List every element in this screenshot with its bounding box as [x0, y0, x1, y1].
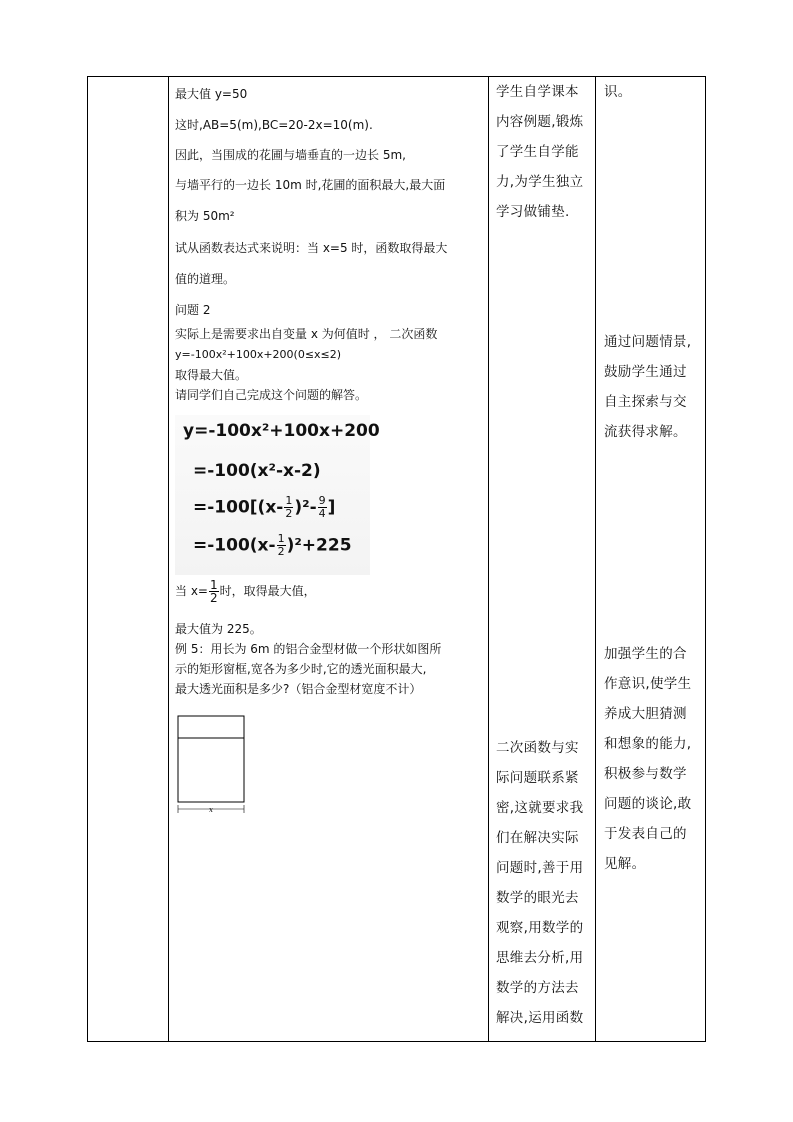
- math-text: =-100(x-: [193, 535, 276, 556]
- text-line: 际问题联系紧: [496, 770, 579, 786]
- text-line: 问题的谈论,敢: [604, 796, 692, 812]
- text-line: 和想象的能力,: [604, 736, 692, 752]
- text-line: 思维去分析,用: [496, 950, 584, 966]
- dimension-label: x: [209, 806, 213, 814]
- text-line: 问题 2: [175, 303, 211, 317]
- text-line: 见解。: [604, 856, 646, 872]
- text-line: 密,这就要求我: [496, 800, 584, 816]
- text-line: 解决,运用函数: [496, 1010, 584, 1026]
- math-line: y=-100x²+100x+200: [183, 421, 380, 441]
- intent-top-text: [496, 77, 583, 227]
- text-line: 加强学生的合: [604, 646, 687, 662]
- text-line: 示的矩形窗框,宽各为多少时,它的透光面积最大,: [175, 662, 427, 676]
- intent-bottom-text: [496, 733, 583, 1033]
- text-line: 例 5：用长为 6m 的铝合金型材做一个形状如图所: [175, 642, 442, 656]
- fraction-numerator: 1: [277, 532, 285, 545]
- text-line: 鼓励学生通过: [604, 364, 687, 380]
- text-line: 观察,用数学的: [496, 920, 584, 936]
- text-line: 二次函数与实: [496, 740, 579, 756]
- notes-bottom-text: [604, 639, 691, 879]
- fraction-denominator: 4: [318, 507, 326, 520]
- text-line: 问题时,善于用: [496, 860, 584, 876]
- text-line: 自主探索与交: [604, 394, 687, 410]
- text-line: 了学生自学能: [496, 144, 579, 160]
- math-text: )²+225: [286, 535, 352, 556]
- text-line: 识。: [604, 84, 632, 100]
- fraction-numerator: 1: [209, 578, 218, 592]
- fraction: [277, 533, 286, 558]
- text-line: 内容例题,锻炼: [496, 114, 584, 130]
- text-line: 力,为学生独立: [496, 174, 584, 190]
- text-line: 取得最大值。: [175, 368, 248, 382]
- text-line: 们在解决实际: [496, 830, 579, 846]
- text-line: 于发表自己的: [604, 826, 687, 842]
- text-line: 请同学们自己完成这个问题的解答。: [175, 388, 368, 402]
- text-line: 试从函数表达式来说明：当 x=5 时，函数取得最大: [175, 241, 448, 255]
- notes-mid-text: [604, 327, 691, 447]
- text-line: 与墙平行的一边长 10m 时,花圃的面积最大,最大面: [175, 178, 446, 192]
- math-text: =-100[(x-: [193, 497, 284, 518]
- text-line: 最大值 y=50: [175, 87, 248, 101]
- text-line: 实际上是需要求出自变量 x 为何值时 ， 二次函数: [175, 327, 438, 341]
- text-line: 值的道理。: [175, 272, 236, 286]
- text-line: 数学的方法去: [496, 980, 579, 996]
- fraction: [284, 495, 293, 520]
- text-line: 最大值为 225。: [175, 622, 262, 636]
- text-line: 学生自学课本: [496, 84, 579, 100]
- window-frame-figure: [175, 712, 247, 818]
- design-intent-column: [489, 77, 596, 1041]
- math-line: [193, 533, 352, 558]
- notes-column: [596, 77, 706, 1041]
- lesson-table: [87, 76, 706, 1042]
- content-column: [169, 77, 489, 1041]
- notes-top-text: [604, 77, 632, 107]
- math-line: [193, 495, 335, 520]
- fraction-numerator: 9: [318, 494, 326, 507]
- text-line: 养成大胆猜测: [604, 706, 687, 722]
- text-line: 最大透光面积是多少?（铝合金型材宽度不计）: [175, 682, 422, 696]
- text-line: [175, 579, 316, 604]
- fraction-denominator: 2: [285, 507, 293, 520]
- math-line: =-100(x²-x-2): [193, 461, 321, 481]
- fraction: [209, 579, 219, 604]
- text-line: 积为 50m²: [175, 209, 235, 223]
- text-line: 作意识,使学生: [604, 676, 692, 692]
- text-line: 这时,AB=5(m),BC=20-2x=10(m).: [175, 118, 373, 132]
- text-line: 因此，当围成的花圃与墙垂直的一边长 5m,: [175, 148, 406, 162]
- text-line: 流获得求解。: [604, 424, 687, 440]
- text-line: 学习做铺垫.: [496, 204, 570, 220]
- window-frame-rect: [178, 716, 244, 802]
- text: 当 x=: [175, 584, 208, 598]
- fraction: [318, 495, 327, 520]
- text: 时，取得最大值，: [219, 584, 316, 598]
- text-line: y=-100x²+100x+200(0≤x≤2): [175, 348, 342, 361]
- math-text: ]: [327, 497, 336, 518]
- text-line: 通过问题情景,: [604, 334, 692, 350]
- fraction-denominator: 2: [209, 591, 218, 605]
- fraction-denominator: 2: [277, 545, 285, 558]
- text-line: 数学的眼光去: [496, 890, 579, 906]
- text-line: 积极参与数学: [604, 766, 687, 782]
- fraction-numerator: 1: [285, 494, 293, 507]
- math-text: )²-: [294, 497, 317, 518]
